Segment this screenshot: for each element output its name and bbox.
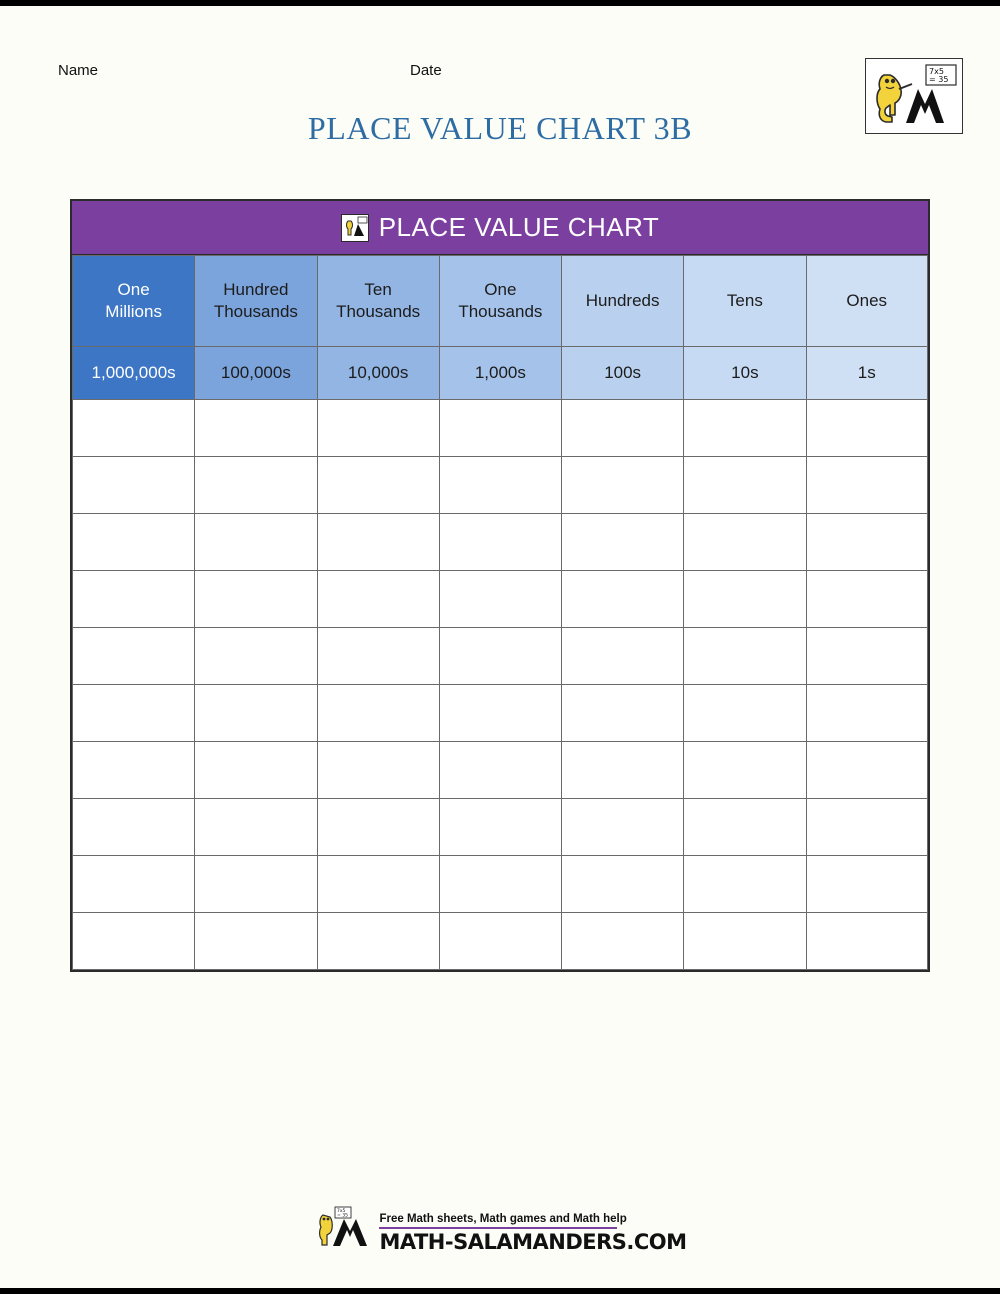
name-label: Name: [58, 62, 99, 79]
answer-cell[interactable]: [73, 913, 195, 970]
table-subheader-row: [73, 347, 928, 400]
answer-cell[interactable]: [562, 571, 684, 628]
header-line1: Ten: [364, 280, 392, 300]
header-cell-tens: [684, 256, 806, 347]
answer-cell[interactable]: [439, 913, 561, 970]
mini-salamander-icon: [341, 214, 369, 242]
answer-cell[interactable]: [684, 628, 806, 685]
answer-cell[interactable]: [806, 913, 928, 970]
table-row[interactable]: [73, 628, 928, 685]
answer-cell[interactable]: [73, 571, 195, 628]
header-cell-ten-thousands: [317, 256, 439, 347]
answer-cell[interactable]: [317, 571, 439, 628]
table-row[interactable]: [73, 799, 928, 856]
answer-cell[interactable]: [195, 571, 317, 628]
header-cell-hundred-thousands: [195, 256, 317, 347]
header-line2: Thousands: [336, 302, 421, 321]
answer-cell[interactable]: [806, 799, 928, 856]
footer-salamander-icon: [313, 1205, 373, 1254]
answer-cell[interactable]: [684, 400, 806, 457]
subheader-cell-1000000s: 1,000,000s: [73, 347, 195, 400]
answer-cell[interactable]: [317, 685, 439, 742]
place-value-chart: [70, 199, 930, 972]
footer-text: [379, 1213, 686, 1254]
answer-cell[interactable]: [317, 628, 439, 685]
date-label: Date: [410, 62, 442, 79]
header-cell-hundreds: [562, 256, 684, 347]
answer-cell[interactable]: [317, 799, 439, 856]
header-line2: Thousands: [458, 302, 543, 321]
meta-row: [0, 62, 1000, 92]
svg-text:= 35: = 35: [929, 75, 949, 84]
header-line1: One: [117, 280, 150, 300]
answer-cell[interactable]: [684, 571, 806, 628]
table-row[interactable]: [73, 514, 928, 571]
answer-cell[interactable]: [317, 457, 439, 514]
answer-cell[interactable]: [562, 913, 684, 970]
answer-cell[interactable]: [562, 742, 684, 799]
subheader-cell-1s: 1s: [806, 347, 928, 400]
header-line2: Thousands: [213, 302, 298, 321]
answer-cell[interactable]: [806, 628, 928, 685]
table-row[interactable]: [73, 913, 928, 970]
answer-cell[interactable]: [195, 685, 317, 742]
answer-cell[interactable]: [562, 856, 684, 913]
footer-site-url: MATH-SALAMANDERS.COM: [379, 1230, 687, 1254]
header-cell-one-millions: [73, 256, 195, 347]
chart-banner-title: PLACE VALUE CHART: [378, 212, 660, 242]
subheader-cell-10s: 10s: [684, 347, 806, 400]
page-title: PLACE VALUE CHART 3B: [307, 110, 693, 146]
footer-tagline: Free Math sheets, Math games and Math help: [379, 1213, 627, 1225]
answer-cell[interactable]: [195, 913, 317, 970]
answer-cell[interactable]: [684, 514, 806, 571]
answer-cell[interactable]: [317, 400, 439, 457]
answer-cell[interactable]: [684, 685, 806, 742]
answer-cell[interactable]: [195, 628, 317, 685]
header-line1: Hundreds: [585, 291, 660, 311]
answer-cell[interactable]: [317, 856, 439, 913]
header-cell-ones: [806, 256, 928, 347]
table-row[interactable]: [73, 742, 928, 799]
answer-cell[interactable]: [562, 685, 684, 742]
header-line2: Millions: [105, 302, 162, 321]
header-cell-one-thousands: [439, 256, 561, 347]
answer-cell[interactable]: [562, 628, 684, 685]
header-line1: Ones: [846, 291, 888, 311]
answer-cell[interactable]: [806, 514, 928, 571]
answer-cell[interactable]: [439, 400, 561, 457]
answer-cell[interactable]: [73, 457, 195, 514]
answer-cell[interactable]: [195, 742, 317, 799]
header-line1: One: [484, 280, 517, 300]
answer-cell[interactable]: [684, 457, 806, 514]
table-row[interactable]: [73, 457, 928, 514]
footer: [0, 1205, 1000, 1254]
answer-cell[interactable]: [562, 514, 684, 571]
answer-cell[interactable]: [806, 685, 928, 742]
answer-cell[interactable]: [439, 799, 561, 856]
answer-cell[interactable]: [73, 514, 195, 571]
answer-cell[interactable]: [806, 571, 928, 628]
chart-banner: [72, 201, 928, 255]
table-row[interactable]: [73, 685, 928, 742]
answer-cell[interactable]: [195, 799, 317, 856]
subheader-cell-10000s: 10,000s: [317, 347, 439, 400]
answer-cell[interactable]: [73, 799, 195, 856]
table-row[interactable]: [73, 856, 928, 913]
answer-cell[interactable]: [684, 913, 806, 970]
svg-text:= 35: = 35: [337, 1213, 349, 1219]
answer-cell[interactable]: [439, 742, 561, 799]
footer-inner: [313, 1205, 686, 1254]
answer-cell[interactable]: [73, 685, 195, 742]
answer-cell[interactable]: [439, 514, 561, 571]
table-header-row: [73, 256, 928, 347]
answer-cell[interactable]: [439, 856, 561, 913]
table-row[interactable]: [73, 571, 928, 628]
answer-cell[interactable]: [73, 856, 195, 913]
answer-cell[interactable]: [806, 856, 928, 913]
answer-cell[interactable]: [317, 514, 439, 571]
answer-cell[interactable]: [195, 400, 317, 457]
answer-cell[interactable]: [73, 400, 195, 457]
footer-divider: [379, 1227, 617, 1229]
answer-cell[interactable]: [806, 742, 928, 799]
answer-cell[interactable]: [562, 457, 684, 514]
answer-cell[interactable]: [195, 856, 317, 913]
answer-cell[interactable]: [439, 628, 561, 685]
subheader-cell-1000s: 1,000s: [439, 347, 561, 400]
answer-cell[interactable]: [806, 457, 928, 514]
svg-text:7x5: 7x5: [929, 67, 944, 76]
answer-cell[interactable]: [439, 571, 561, 628]
answer-cell[interactable]: [195, 457, 317, 514]
answer-cell[interactable]: [317, 913, 439, 970]
answer-cell[interactable]: [684, 856, 806, 913]
answer-cell[interactable]: [684, 742, 806, 799]
answer-cell[interactable]: [439, 457, 561, 514]
place-value-table: [72, 255, 928, 970]
subheader-cell-100s: 100s: [562, 347, 684, 400]
answer-cell[interactable]: [195, 514, 317, 571]
header-line1: Hundred: [223, 280, 289, 300]
answer-cell[interactable]: [562, 799, 684, 856]
svg-text:7x5: 7x5: [337, 1209, 346, 1214]
answer-cell[interactable]: [73, 628, 195, 685]
answer-cell[interactable]: [684, 799, 806, 856]
header-line1: Tens: [726, 291, 763, 311]
answer-cell[interactable]: [439, 685, 561, 742]
answer-cell[interactable]: [562, 400, 684, 457]
subheader-cell-100000s: 100,000s: [195, 347, 317, 400]
answer-cell[interactable]: [806, 400, 928, 457]
table-row[interactable]: [73, 400, 928, 457]
answer-cell[interactable]: [73, 742, 195, 799]
answer-cell[interactable]: [317, 742, 439, 799]
